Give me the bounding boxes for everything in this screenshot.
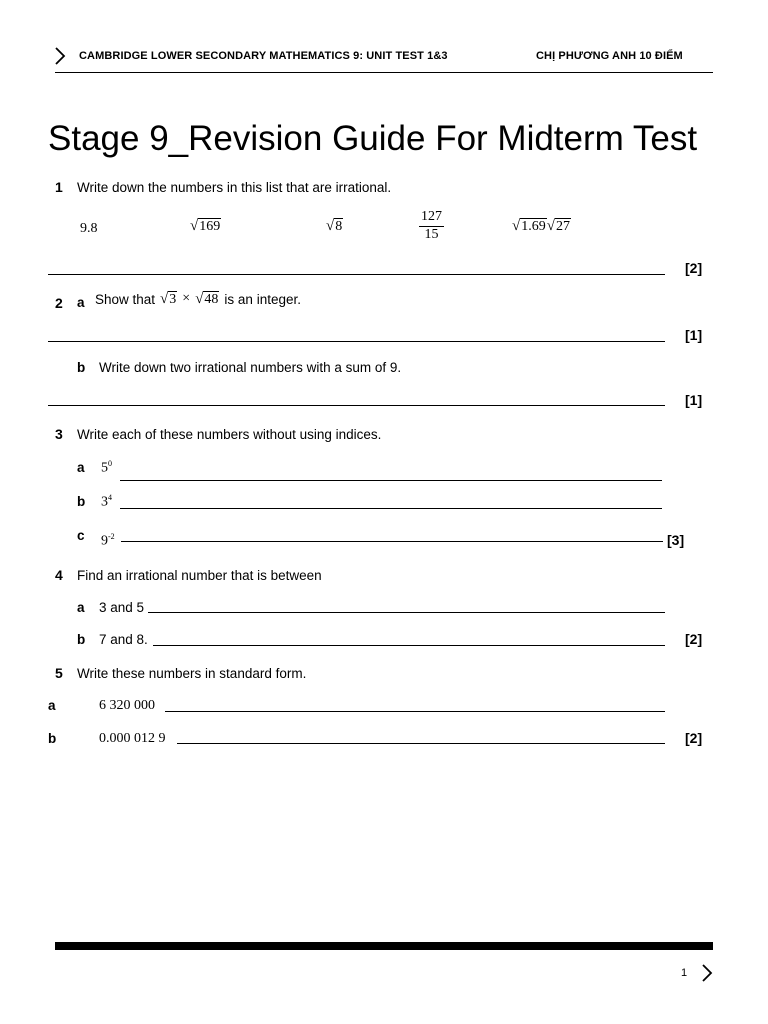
q3a-expression: $5^0$ xyxy=(101,459,112,476)
q4b-label: b xyxy=(77,632,86,647)
footer-chevron-icon[interactable] xyxy=(701,964,713,987)
q3a-answer-line[interactable] xyxy=(120,480,662,481)
q1-answer-line[interactable] xyxy=(48,274,665,275)
q3c-expression: $9^{-2}$ xyxy=(101,532,115,549)
q2b-answer-line[interactable] xyxy=(48,405,665,406)
q5a-answer-line[interactable] xyxy=(165,711,665,712)
q4-mark: [2] xyxy=(685,631,703,647)
q1-sqrt-8: √ 8 xyxy=(326,218,343,235)
q2a-sqrt-3: √ 3 xyxy=(160,291,177,308)
q3b-label: b xyxy=(77,494,86,509)
q1-value-9-8: 9.8 xyxy=(80,221,98,236)
q3-mark: [3] xyxy=(667,532,685,548)
q5b-answer-line[interactable] xyxy=(177,743,665,744)
q2a-label: a xyxy=(77,295,85,310)
q3c-label: c xyxy=(77,528,85,543)
q4a-text: 3 and 5 xyxy=(99,600,145,615)
q4b-answer-line[interactable] xyxy=(153,645,665,646)
q1-sqrt-169: √ 169 xyxy=(190,218,221,235)
q2-number: 2 xyxy=(55,295,63,311)
q3b-expression: $3^4$ xyxy=(101,493,112,510)
q1-mark: [2] xyxy=(685,260,703,276)
q4-text: Find an irrational number that is between xyxy=(77,568,322,583)
q2a-text xyxy=(95,291,301,307)
q1-number: 1 xyxy=(55,179,63,195)
q1-text: Write down the numbers in this list that are irrational. xyxy=(77,180,392,195)
q3a-label: a xyxy=(77,460,85,475)
q2a-times: × xyxy=(182,291,191,307)
q2b-mark: [1] xyxy=(685,392,703,408)
q2a-answer-line[interactable] xyxy=(48,341,665,342)
q2a-text-pre: Show that xyxy=(95,291,156,307)
q2b-label: b xyxy=(77,360,86,375)
q4-number: 4 xyxy=(55,567,63,583)
header-author: CHỊ PHƯƠNG ANH 10 ĐIỂM xyxy=(536,50,683,62)
q3-number: 3 xyxy=(55,426,63,442)
q5a-value: 6 320 000 xyxy=(99,698,155,713)
q4a-answer-line[interactable] xyxy=(148,612,665,613)
q5b-label: b xyxy=(48,731,57,746)
page-title: Stage 9_Revision Guide For Midterm Test xyxy=(48,119,698,158)
header-course: CAMBRIDGE LOWER SECONDARY MATHEMATICS 9: UNIT TEST 1&3 xyxy=(79,50,448,62)
q3b-answer-line[interactable] xyxy=(120,508,662,509)
header-chevron-icon xyxy=(54,47,66,70)
q1-sqrt-product: √ 1.69 √ 27 xyxy=(512,218,570,235)
page-number: 1 xyxy=(681,967,688,979)
q1-fraction-numerator: 127 xyxy=(419,209,444,227)
q3-text: Write each of these numbers without using indices. xyxy=(77,427,382,442)
q5-mark: [2] xyxy=(685,730,703,746)
q1-fraction xyxy=(419,209,444,244)
q1-fraction-denominator: 15 xyxy=(424,226,439,242)
header-rule xyxy=(55,72,713,73)
q5b-value: 0.000 012 9 xyxy=(99,731,166,746)
q5-number: 5 xyxy=(55,665,63,681)
q4a-label: a xyxy=(77,600,85,615)
q3c-answer-line[interactable] xyxy=(121,541,663,542)
q2b-text: Write down two irrational numbers with a sum of 9. xyxy=(99,360,402,375)
footer-rule xyxy=(55,942,713,950)
q2a-mark: [1] xyxy=(685,327,703,343)
q2a-text-post: is an integer. xyxy=(224,291,301,307)
q5-text: Write these numbers in standard form. xyxy=(77,666,307,681)
q5a-label: a xyxy=(48,698,56,713)
q4b-text: 7 and 8. xyxy=(99,632,148,647)
q2a-sqrt-48: √ 48 xyxy=(195,291,219,308)
